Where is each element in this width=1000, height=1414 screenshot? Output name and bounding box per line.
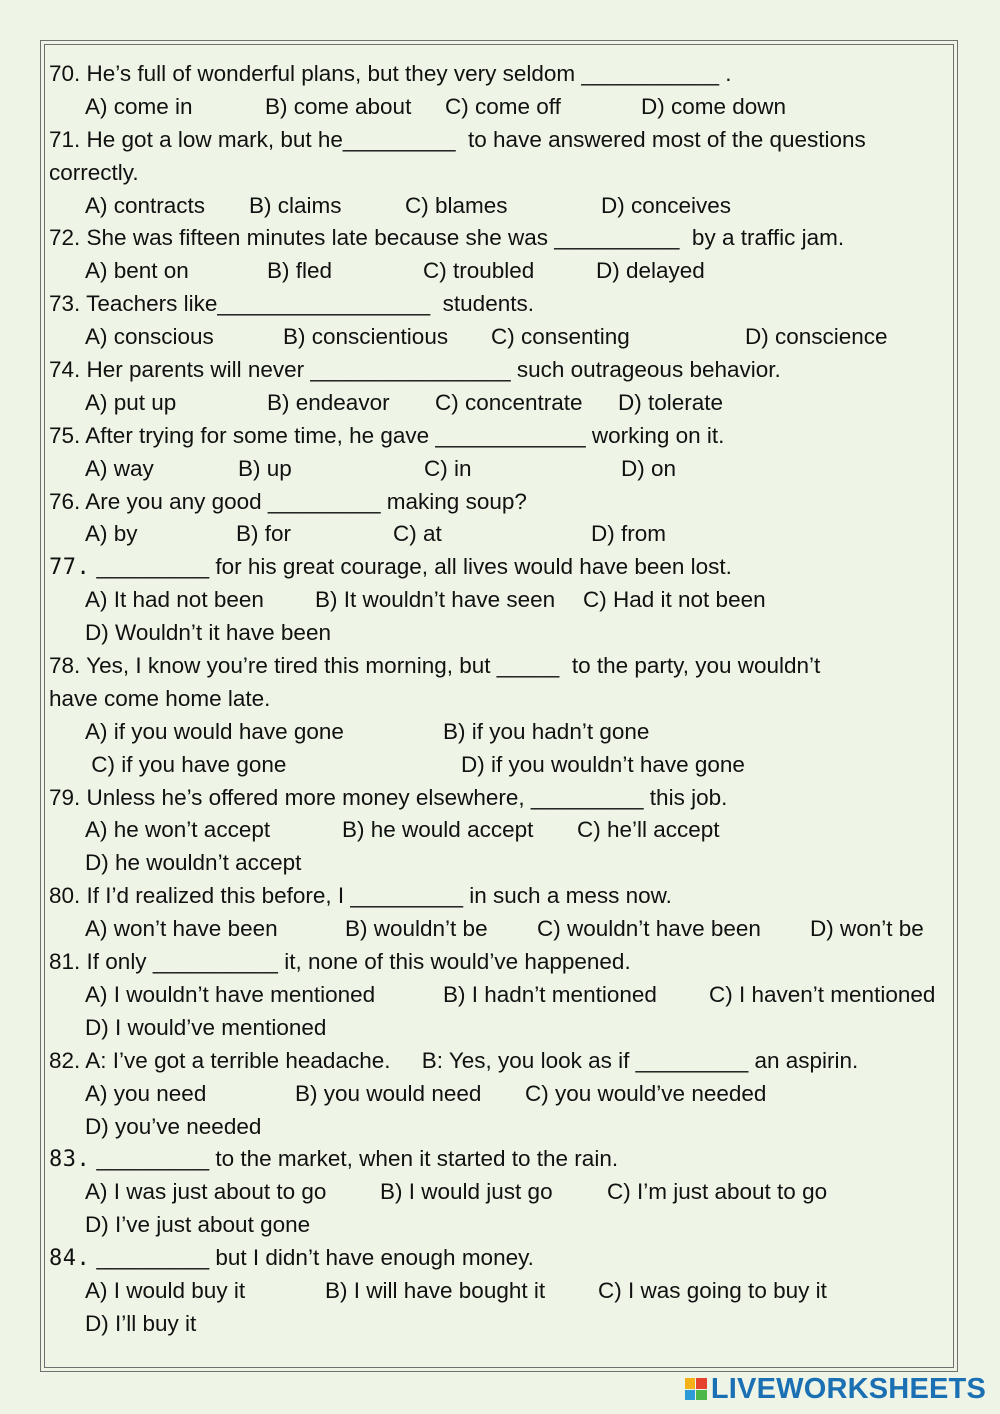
question-text: A: I’ve got a terrible headache. B: Yes, you look as if _________ an aspirin. — [80, 1047, 859, 1073]
answer-option[interactable]: D) Wouldn’t it have been — [85, 620, 331, 646]
answer-option[interactable]: B) I will have bought it — [325, 1277, 546, 1303]
answer-option[interactable]: D) he wouldn’t accept — [85, 850, 302, 876]
question-number: 72. — [49, 225, 81, 251]
question-text: Her parents will never ________________ such outrageous behavior. — [80, 357, 781, 383]
question-number: 82. — [49, 1047, 81, 1073]
question-text: correctly. — [49, 159, 139, 185]
answer-option[interactable]: C) Had it not been — [583, 587, 766, 613]
answer-options-row — [49, 1176, 961, 1209]
question-stem-line — [49, 1045, 961, 1078]
question-number: 84. — [49, 1246, 91, 1272]
answer-option[interactable]: C) I’m just about to go — [607, 1179, 828, 1205]
question-number: 80. — [49, 883, 81, 909]
question-stem-line — [49, 420, 961, 453]
answer-option[interactable]: C) he’ll accept — [577, 817, 720, 843]
answer-option[interactable]: B) if you hadn’t gone — [443, 718, 650, 744]
question-text: _________ but I didn’t have enough money. — [90, 1245, 534, 1271]
answer-option[interactable]: A) I was just about to go — [85, 1179, 327, 1205]
question-stem-line — [49, 58, 961, 91]
answer-option[interactable]: A) if you would have gone — [85, 718, 344, 744]
answer-options-row — [49, 1111, 961, 1144]
answer-option[interactable]: D) come down — [641, 93, 787, 119]
question-text: He’s full of wonderful plans, but they very seldom ___________ . — [80, 61, 732, 86]
answer-option[interactable]: C) troubled — [423, 258, 535, 284]
answer-option[interactable]: B) for — [236, 521, 292, 547]
answer-option[interactable]: D) conceives — [601, 192, 732, 218]
answer-options-row — [49, 584, 961, 617]
question-number: 70. — [49, 61, 81, 86]
question-text: Teachers like_________________ students. — [80, 291, 534, 317]
answer-options-row — [49, 1275, 961, 1308]
answer-options-row — [49, 453, 961, 486]
logo-square-1 — [685, 1378, 696, 1389]
question-text: If only __________ it, none of this would’ve happened. — [80, 949, 631, 975]
question-stem-line — [49, 354, 961, 387]
answer-options-row — [49, 913, 961, 946]
question-number: 81. — [49, 949, 81, 975]
answer-options-row — [49, 321, 961, 354]
question-number: 83. — [49, 1147, 91, 1173]
answer-option[interactable]: D) tolerate — [618, 389, 724, 415]
question-text: have come home late. — [49, 685, 271, 711]
question-text: After trying for some time, he gave ____________ working on it. — [80, 422, 725, 448]
answer-option[interactable]: C) concentrate — [435, 389, 583, 415]
answer-option[interactable]: A) I would buy it — [85, 1277, 246, 1303]
question-stem-line — [49, 880, 961, 913]
answer-option[interactable]: B) It wouldn’t have seen — [315, 587, 556, 613]
answer-option[interactable]: D) I would’ve mentioned — [85, 1014, 327, 1040]
answer-options-row — [49, 518, 961, 551]
question-stem-line — [49, 1242, 961, 1275]
question-stem-line — [49, 288, 961, 321]
answer-option[interactable]: D) if you wouldn’t have gone — [461, 751, 745, 777]
question-stem-line — [49, 1143, 961, 1176]
answer-options-row — [49, 847, 961, 880]
answer-option[interactable]: D) from — [591, 521, 666, 547]
answer-option[interactable]: B) wouldn’t be — [345, 916, 488, 942]
question-stem-line — [49, 683, 961, 716]
answer-option[interactable]: A) you need — [85, 1080, 207, 1106]
answer-options-row — [49, 716, 961, 749]
question-stem-line — [49, 551, 961, 584]
question-text: _________ to the market, when it started to the rain. — [90, 1146, 619, 1172]
answer-option[interactable]: B) he would accept — [342, 817, 534, 843]
answer-option[interactable]: B) conscientious — [283, 324, 449, 350]
answer-option[interactable]: A) won’t have been — [85, 916, 278, 942]
answer-option[interactable]: C) wouldn’t have been — [537, 916, 761, 942]
answer-option[interactable]: B) I hadn’t mentioned — [443, 981, 657, 1007]
answer-option[interactable]: A) put up — [85, 389, 177, 415]
question-number: 74. — [49, 357, 81, 383]
question-text: Are you any good _________ making soup? — [80, 488, 527, 514]
answer-options-row — [49, 91, 961, 124]
answer-option[interactable]: D) conscience — [745, 324, 888, 350]
answer-option[interactable]: D) I’ve just about gone — [85, 1212, 311, 1238]
answer-option[interactable]: C) blames — [405, 192, 508, 218]
answer-options-row — [49, 1308, 961, 1341]
answer-option[interactable]: C) in — [424, 455, 472, 481]
footer-logo — [685, 1374, 986, 1404]
answer-option[interactable]: A) bent on — [85, 258, 189, 284]
answer-options-row — [49, 749, 961, 782]
answer-option[interactable]: A) contracts — [85, 192, 206, 218]
answer-option[interactable]: B) claims — [249, 192, 342, 218]
answer-option[interactable]: B) come about — [265, 93, 412, 119]
question-stem-line — [49, 650, 961, 683]
answer-option[interactable]: D) delayed — [596, 258, 705, 284]
answer-option[interactable]: C) come off — [445, 93, 561, 119]
answer-option[interactable]: C) I was going to buy it — [598, 1277, 827, 1303]
answer-option[interactable]: D) you’ve needed — [85, 1113, 262, 1139]
answer-option[interactable]: B) I would just go — [380, 1179, 553, 1205]
question-stem-line — [49, 946, 961, 979]
answer-option[interactable]: A) by — [85, 521, 138, 547]
answer-options-row — [49, 387, 961, 420]
answer-options-row — [49, 617, 961, 650]
answer-option[interactable]: A) come in — [85, 93, 193, 119]
question-text: _________ for his great courage, all lives would have been lost. — [90, 554, 732, 580]
question-number: 71. — [49, 126, 81, 152]
question-stem-line — [49, 222, 961, 255]
answer-options-row — [49, 979, 961, 1012]
logo-square-4 — [696, 1390, 707, 1401]
answer-option[interactable]: A) It had not been — [85, 587, 264, 613]
answer-option[interactable]: C) you would’ve needed — [525, 1080, 767, 1106]
answer-option[interactable]: D) won’t be — [810, 916, 924, 942]
question-text: If I’d realized this before, I _________ in such a mess now. — [80, 883, 672, 909]
answer-options-row — [49, 255, 961, 288]
answer-option[interactable]: C) I haven’t mentioned — [709, 981, 936, 1007]
answer-option[interactable]: B) fled — [267, 258, 333, 284]
question-number: 78. — [49, 653, 81, 679]
brand-name: LIVEWORKSHEETS — [710, 1372, 986, 1405]
answer-option[interactable]: C) consenting — [491, 324, 630, 350]
question-number: 73. — [49, 291, 81, 317]
answer-option[interactable]: C) at — [393, 521, 442, 547]
question-number: 79. — [49, 784, 81, 810]
answer-option[interactable]: D) on — [621, 455, 677, 481]
logo-square-3 — [685, 1390, 696, 1401]
question-stem-line — [49, 157, 961, 190]
liveworksheets-logo-icon — [685, 1378, 707, 1400]
answer-options-row — [49, 1012, 961, 1045]
question-text: Unless he’s offered more money elsewhere, _________ this job. — [80, 784, 728, 810]
question-text: He got a low mark, but he_________ to have answered most of the questions — [80, 126, 866, 152]
answer-options-row — [49, 814, 961, 847]
question-stem-line — [49, 782, 961, 815]
answer-option[interactable]: A) conscious — [85, 324, 214, 350]
question-number: 77. — [49, 555, 91, 581]
question-text: She was fifteen minutes late because she was __________ by a traffic jam. — [80, 225, 845, 251]
answer-option[interactable]: B) you would need — [295, 1080, 482, 1106]
answer-option[interactable]: B) endeavor — [267, 389, 390, 415]
answer-options-row — [49, 190, 961, 223]
answer-option[interactable]: C) if you have gone — [85, 751, 287, 777]
question-stem-line — [49, 124, 961, 157]
question-list — [49, 58, 961, 1341]
answer-option[interactable]: A) I wouldn’t have mentioned — [85, 981, 376, 1007]
question-number: 76. — [49, 488, 81, 514]
question-number: 75. — [49, 422, 81, 448]
answer-options-row — [49, 1209, 961, 1242]
question-text: Yes, I know you’re tired this morning, but _____ to the party, you wouldn’t — [80, 653, 821, 679]
answer-options-row — [49, 1078, 961, 1111]
answer-option[interactable]: B) up — [238, 455, 292, 481]
logo-square-2 — [696, 1378, 707, 1389]
question-stem-line — [49, 486, 961, 519]
answer-option[interactable]: A) he won’t accept — [85, 817, 271, 843]
answer-option[interactable]: A) way — [85, 455, 154, 481]
answer-option[interactable]: D) I’ll buy it — [85, 1310, 197, 1336]
